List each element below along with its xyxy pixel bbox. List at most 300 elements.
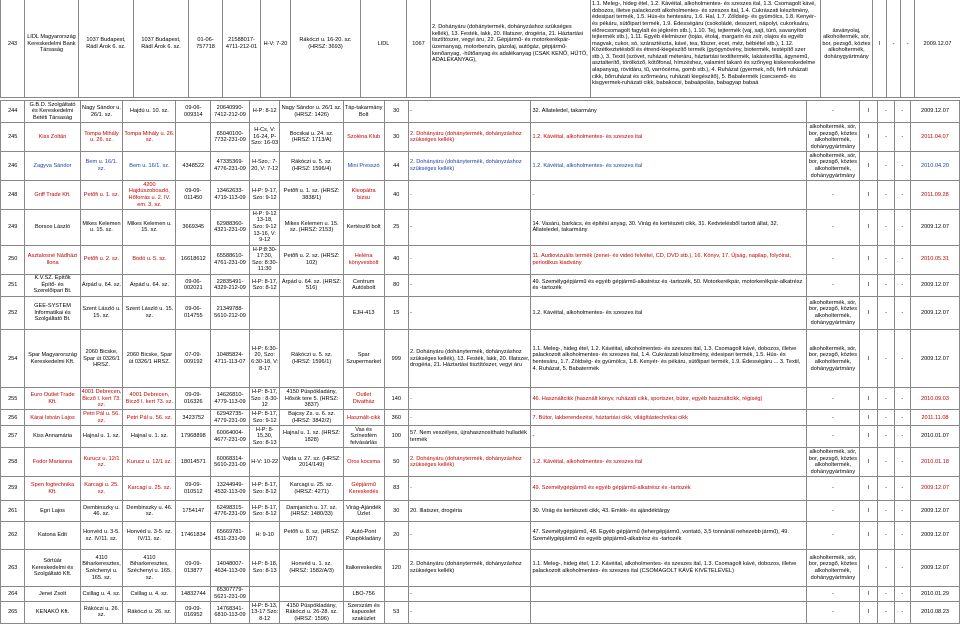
goods-list: 1.2. Kávéital, alkoholmentes- és szeszes ital <box>531 448 806 477</box>
excise-goods: alkoholtermék, sör, bor, pezsgő, köztes alkoholtermék, dohánygyártmány <box>806 296 859 330</box>
table-row <box>1 296 960 330</box>
company-name: Kiss Annamária <box>25 426 80 448</box>
company-site: Csillag u. 4. sz. <box>123 586 176 601</box>
registration-number: 1754147 <box>176 501 211 522</box>
table-row <box>1 601 960 623</box>
record-number: 244 <box>1 101 25 123</box>
statistical-number: 14048007-4634-113-09 <box>211 549 250 586</box>
category-mark: I <box>859 549 877 586</box>
record-date: 2010.04.20 <box>910 152 959 181</box>
company-name: Egri Lajos <box>25 501 80 522</box>
statistical-number: 47335369-4776-231-09 <box>211 152 250 181</box>
empty-mark: - <box>878 274 894 296</box>
company-site: Mikes Kelemen u. 15. sz. <box>123 209 176 245</box>
floor-area: 50 <box>384 448 408 477</box>
company-name: Sörtúár Kereskedelmi és Szolgáltató Kft. <box>25 549 80 586</box>
shop-name: Használt-cikk <box>343 410 384 426</box>
company-seat: Bem u. 16/1. sz. <box>80 152 123 181</box>
record-date: 2009.12.07 <box>910 477 959 501</box>
empty-mark: - <box>878 209 894 245</box>
category-mark: I <box>859 448 877 477</box>
statistical-number: 60068314-5610-231-09 <box>211 448 250 477</box>
company-seat: Árpád u. 64. sz. <box>80 274 123 296</box>
record-number: 246 <box>1 152 25 181</box>
shop-address: Árpád u. 64. sz. (HRSZ: 516) <box>280 274 343 296</box>
excise-goods: alkoholtermék, sör, bor, pezsgő, köztes alkoholtermék, dohánygyártmány <box>806 330 859 388</box>
shop-address: Nagy Sándor u. 26/1 sz. (HRSZ: 1426) <box>280 101 343 123</box>
record-date: 2010.08.23 <box>910 601 959 623</box>
shop-name: Szoléna Klub <box>343 123 384 152</box>
opening-hours: H-P: 8-17, Szo: 8-12 <box>249 274 280 296</box>
empty-mark: - <box>878 152 894 181</box>
floor-area: 15 <box>384 296 408 330</box>
empty-mark: - <box>894 180 910 209</box>
opening-hours: H-Cs, V: 16-24, P-Szo: 16-03 <box>249 123 280 152</box>
record-date: 2010.09.03 <box>910 388 959 410</box>
record-date: 2009.12.07 <box>910 330 959 388</box>
floor-area: 30 <box>384 101 408 123</box>
table-row <box>1 501 960 522</box>
registration-number: 14832744 <box>176 586 211 601</box>
floor-area: 25 <box>384 209 408 245</box>
statistical-number: 65669781-4511-231-09 <box>211 522 250 549</box>
opening-hours: H-P: 8-13, 13-17 Szo: 8-12 <box>251 602 279 622</box>
statistical-number: 13244949-4532-113-09 <box>211 477 250 501</box>
goods-list: 49. Személygépjármű és egyéb gépjármű-alkatrész és -tartozék <box>531 477 806 501</box>
statistical-number: 62988360-4321-231-09 <box>211 209 250 245</box>
opening-hours: H-P:8:30-17:30, Szo: 8:30-11:30 <box>249 245 280 274</box>
shop-name: Mini Presszó <box>343 152 384 181</box>
opening-hours: H-V: 7-20 <box>261 0 291 98</box>
record-number: 261 <box>1 501 25 522</box>
company-site: 4200 Hajdúszoboszló, Hőforrás u. 2. IV. em. 3. sz. <box>123 180 176 209</box>
opening-hours: H-P: 6:30-20, Szo: 6:30-18, V: 8-17 <box>249 330 280 388</box>
statistical-number: 10485824-4711-113-07 <box>211 330 250 388</box>
registration-number: 09-09-016326 <box>176 388 211 410</box>
empty-mark: - <box>894 448 910 477</box>
category-mark: I <box>859 180 877 209</box>
registration-number: 09-06-002021 <box>176 274 211 296</box>
floor-area: 53 <box>384 601 408 623</box>
goods-list: 1.2. Kávéital, alkoholmentes- és szeszes ital <box>531 296 806 330</box>
record-date: 2009.12.07 <box>910 522 959 549</box>
company-seat: Petőfi u. 1. sz. <box>80 180 123 209</box>
empty-mark: - <box>894 296 910 330</box>
company-seat: Kurucz u. 12/1 sz. <box>80 448 123 477</box>
opening-hours: H-P: 8-15,30, Szo: 8-13 <box>249 426 280 448</box>
opening-hours: H-P: 8-17, Szo : 8-30-12 <box>251 389 279 409</box>
shop-name: Heléna könyvesbolt <box>343 245 384 274</box>
company-seat: Hajnal u. 1. sz. <box>80 426 123 448</box>
opening-hours: H-Szo.: 7-20, V: 7-12 <box>249 152 280 181</box>
shop-address: Vajda u. 27. sz. (HRSZ: 2014/149) <box>280 448 343 477</box>
statistical-number: 21588017-4711-212-01 <box>223 0 261 98</box>
registration-number: 18014571 <box>176 448 211 477</box>
company-name: Kárai István Lajos <box>25 410 80 426</box>
table-row <box>1 209 960 245</box>
shop-name: Kleopátra bizsu <box>343 180 384 209</box>
registration-number: 17461834 <box>176 522 211 549</box>
category-mark: I <box>859 522 877 549</box>
registration-number: 09-09-016952 <box>176 601 211 623</box>
company-site: Rákóczi u. 26. sz. <box>123 601 176 623</box>
record-number: 254 <box>1 330 25 388</box>
excise-goods: - <box>806 501 859 522</box>
empty-mark: - <box>878 477 894 501</box>
shop-address: 4150 Püspökladány, Hősök tere 5. (HRSZ: 3837) <box>280 388 343 410</box>
statistical-number: 65588610-4761-231-09 <box>211 245 250 274</box>
floor-area: 999 <box>384 330 408 388</box>
registration-number: 17968898 <box>176 426 211 448</box>
empty-mark: - <box>894 245 910 274</box>
goods-list: 14. Vasáru, barkács, és építési anyag, 30. Virág és kertészeti cikk, 31. Kedvtelésből tartott állat, 32. Állateledel, takarmány <box>531 209 806 245</box>
empty-mark: - <box>901 0 915 98</box>
goods-list: 1.1. Meleg-, hideg étel, 1.2. Kávéital, alkoholmentes- és szeszes ital, 1.3. Csomagolt kávé, dobozos, illetve palackozott alkoholmentes- és szeszes ital (CSOMAGOLT KÁVÉ KIVÉTELÉVEL) <box>531 549 806 586</box>
floor-area: 1067 <box>407 0 431 98</box>
opening-hours: H-P: 9-17, Szo: 9-12 <box>249 180 280 209</box>
table-row <box>1 388 960 410</box>
company-name: Katona Edit <box>25 522 80 549</box>
category-mark: I <box>859 426 877 448</box>
excise-goods: - <box>806 601 859 623</box>
excise-goods: - <box>806 426 859 448</box>
opening-hours: H-P: 8-17, Szo: 9-12 <box>249 410 280 426</box>
category-mark: I <box>859 274 877 296</box>
table-row <box>1 0 960 98</box>
empty-mark: - <box>887 0 901 98</box>
category-mark: I <box>859 330 877 388</box>
floor-area: 120 <box>384 549 408 586</box>
record-date: 2009.12.07 <box>910 501 959 522</box>
company-seat: Nagy Sándor u. 26/1. sz. <box>80 101 123 123</box>
company-site: Karcagi u. 25. sz. <box>123 477 176 501</box>
opening-hours: H-P: 8-17, Szo: 8-12 <box>249 477 280 501</box>
empty-mark: - <box>878 101 894 123</box>
shop-address <box>280 586 343 601</box>
floor-area: 40 <box>384 245 408 274</box>
shop-name: Kertészlő bolt <box>343 209 384 245</box>
record-number: 251 <box>1 274 25 296</box>
excise-goods: - <box>806 410 859 426</box>
shop-name: Virág-Ajándék Üzlet <box>343 501 384 522</box>
category-mark: I <box>859 501 877 522</box>
activity-list: 20. Illatszer, drogéria <box>409 501 531 522</box>
opening-hours: H: 9-10 <box>249 522 280 549</box>
empty-mark: - <box>894 101 910 123</box>
statistical-number: 60064004-4677-231-09 <box>211 426 250 448</box>
empty-mark: - <box>894 152 910 181</box>
table-row <box>1 101 960 123</box>
activity-list: - <box>409 601 531 623</box>
company-name: Euro Outlet Trade Kft. <box>25 388 80 410</box>
shop-name: Szerszám és kapuoslet szaküzlet <box>343 601 384 623</box>
shop-name: Italkereskedés <box>343 549 384 586</box>
company-seat: 4110 Biharkeresztes, Széchenyi u. 165. sz. <box>80 549 123 586</box>
shop-name: Autó-Pont Püspökladány <box>343 522 384 549</box>
company-name: Zagyva Sándor <box>25 152 80 181</box>
empty-mark: - <box>894 330 910 388</box>
statistical-number: 14626810-4779-113-09 <box>211 388 250 410</box>
opening-hours <box>249 586 280 601</box>
record-number: 248 <box>1 180 25 209</box>
registration-number: 09-09-011450 <box>176 180 211 209</box>
registration-number: 09-06-014755 <box>176 296 211 330</box>
shop-address: Hajnal u. 1. sz. (HRSZ: 1828) <box>280 426 343 448</box>
company-site: 4001 Debrecen, Bicző I. kert 73. sz. <box>123 388 176 410</box>
category-mark: I <box>859 245 877 274</box>
empty-mark: - <box>894 586 910 601</box>
empty-mark: - <box>878 296 894 330</box>
company-seat: 2060 Bicske, Spar út 0326/1 HRSZ. <box>80 330 123 388</box>
goods-list: 1.1. Meleg-, hideg étel, 1.2. Kávéital, alkoholmentes- és szeszes ital, 1.3. Csomagolt kávé, dobozos, illetve palackozott alkoholmentes- és szeszes ital, 1.4. Cukrászati készítmény, édesipari termék, 1.5. Hús- és hentesáru, 1.7. Zöldség- és gyümölcs, 1.8. Kenyér- és pékáru, sütőipari termék, 1.9. Édességáru ... 3. Textil, 4. Ruházat, 5. Babatermék <box>531 330 806 388</box>
empty-mark: - <box>894 549 910 586</box>
record-date: 2009.12.07 <box>910 274 959 296</box>
company-seat: 1037 Budapest, Rádl Árok 6. sz. <box>79 0 134 98</box>
shop-name: Vas és Színesfém felvásárlás <box>343 426 384 448</box>
shop-address: Petőfi u. 8. sz. (HRSZ: 107) <box>280 522 343 549</box>
statistical-number: 65040100-7732-231-09 <box>211 123 250 152</box>
record-number: 262 <box>1 522 25 549</box>
registration-number: 09-09-013877 <box>176 549 211 586</box>
shop-address: Honvéd u. 1. sz. (HRSZ: 1582/A/3) <box>280 549 343 586</box>
category-mark: I <box>859 296 877 330</box>
category-mark: I <box>859 209 877 245</box>
statistical-number: 62942735-4779-231-09 <box>211 410 250 426</box>
empty-mark: - <box>878 426 894 448</box>
record-date: 2009.12.07 <box>910 549 959 586</box>
shop-address: Rákóczi u. 5. sz. (HRSZ: 1596/4) <box>280 152 343 181</box>
activity-list: 2. Dohányáru (dohánytermék, dohányzáshoz szükséges kellék), 13. Festék, lakk, 20. Illatszer, drogéria, 21. Háztartási tisztítószer, vegyi áru <box>409 330 531 388</box>
empty-mark: - <box>894 522 910 549</box>
excise-goods: - <box>806 180 859 209</box>
records-table <box>0 100 960 624</box>
floor-area: 140 <box>384 388 408 410</box>
shop-name: Outlet Divatház <box>343 388 384 410</box>
empty-mark: - <box>878 549 894 586</box>
record-number: 263 <box>1 549 25 586</box>
shop-address: Rákóczi u. 16-20. sz. (HRSZ: 3693) <box>291 0 361 98</box>
registration-number: 09-09-010512 <box>176 477 211 501</box>
shop-name: Centrum Autósbolt <box>343 274 384 296</box>
company-site: Bem u. 16/1. sz. <box>123 152 176 181</box>
record-number: 249 <box>1 209 25 245</box>
record-number: 265 <box>1 601 25 623</box>
company-name: Griff Trade Kft. <box>25 180 80 209</box>
excise-goods: alkoholtermék, sör, bor, pezsgő, köztes alkoholtermék, dohánygyártmány <box>806 123 859 152</box>
company-seat: Dembinszky u. 46. sz. <box>80 501 123 522</box>
table-row <box>1 330 960 388</box>
registration-number <box>176 123 211 152</box>
record-date: 2011.11.08 <box>910 410 959 426</box>
floor-area <box>384 586 408 601</box>
activity-list: - <box>409 245 531 274</box>
activity-list: - <box>409 180 531 209</box>
statistical-number: 22835491-4329-212-09 <box>211 274 250 296</box>
table-row <box>1 152 960 181</box>
floor-area: 20 <box>384 522 408 549</box>
table-row <box>1 180 960 209</box>
empty-mark: - <box>878 180 894 209</box>
shop-name: Gépjármű Kereskedés <box>343 477 384 501</box>
registration-number: 07-09-009192 <box>176 330 211 388</box>
shop-address: Petőfi u. 1. sz. (HRSZ: 3838/1) <box>280 180 343 209</box>
excise-goods: alkoholtermék, sör, bor, pezsgő, köztes alkoholtermék, dohánygyártmány <box>806 448 859 477</box>
shop-address: Bajcsy Zs. u. 6. sz. (HRSZ: 3842/2) <box>280 410 343 426</box>
activity-list: - <box>409 586 531 601</box>
company-name: Spen fogtechnika Kft. <box>25 477 80 501</box>
goods-list: 46. Használtcikk (használt könyv, ruházati cikk, sportszer, bútor, egyéb használtcikk, régiség) <box>531 388 806 410</box>
table-row <box>1 448 960 477</box>
excise-goods: - <box>806 274 859 296</box>
top-record-table <box>0 0 960 98</box>
company-name: Kiss Zoltán <box>25 123 80 152</box>
record-date: 2010.01.07 <box>910 426 959 448</box>
category-mark: I <box>859 123 877 152</box>
opening-hours: H-V: 10-22 <box>249 448 280 477</box>
activity-list: - <box>409 410 531 426</box>
empty-mark: - <box>894 601 910 623</box>
goods-list: - <box>531 180 806 209</box>
company-seat: Mikes Kelemen u. 15. sz. <box>80 209 123 245</box>
category-mark: I <box>859 388 877 410</box>
company-seat: Rákóczi u. 26. sz. <box>80 601 123 623</box>
statistical-number: 14768341-6810-113-09 <box>211 601 250 623</box>
shop-address: Mikes Kelemen u. 15. sz. (HRSZ: 2153) <box>280 209 343 245</box>
empty-mark: - <box>894 209 910 245</box>
company-name: K.V.SZ. Építők Építő- és Szerelőipari Bt. <box>25 274 80 296</box>
statistical-number: 62498315-4776-231-09 <box>211 501 250 522</box>
registration-number: 3423752 <box>176 410 211 426</box>
shop-address: Bocskai u. 24. sz. (HRSZ: 1713/A) <box>280 123 343 152</box>
goods-list: 32. Állateledel, takarmány <box>531 101 806 123</box>
empty-mark: - <box>894 477 910 501</box>
activity-list: 2. Dohányáru (dohánytermék, dohányzáshoz szükséges kellék) <box>409 123 531 152</box>
floor-area: 44 <box>384 152 408 181</box>
company-seat: Csillag u. 4. sz. <box>80 586 123 601</box>
record-date: 2009.12.07 <box>910 209 959 245</box>
statistical-number: 13462633-4719-113-09 <box>211 180 250 209</box>
shop-name: EJH-413 <box>343 296 384 330</box>
empty-mark: - <box>894 426 910 448</box>
activity-list: 2. Dohányáru (dohánytermék, dohányzáshoz szükséges kellék) <box>409 549 531 586</box>
shop-name: Táp-takarmány Bolt <box>343 101 384 123</box>
company-site: 4110 Biharkeresztes, Széchenyi u. 165. sz. <box>123 549 176 586</box>
shop-address: Rákóczi u. 5. sz. (HRSZ: 1596/1) <box>280 330 343 388</box>
floor-area: 30 <box>384 123 408 152</box>
company-seat: Honvéd u. 3-5. sz. IV/11. sz. <box>80 522 123 549</box>
empty-mark: - <box>878 410 894 426</box>
company-site: 1037 Budapest, Rádl Árok 6. sz. <box>134 0 189 98</box>
floor-area: 80 <box>384 274 408 296</box>
company-seat: Tompa Mihály u. 26. sz. <box>80 123 123 152</box>
company-name: LIDL Magyarország Kereskedelmi Bank Társaság <box>25 0 79 98</box>
empty-mark: - <box>878 330 894 388</box>
goods-list: 11. Audiovizuális termék (zenei- és videó felvétel, CD, DVD stb.), 16. Könyv, 17. Újság, napilap, folyóirat, periodikus kiadvány <box>531 245 806 274</box>
shop-address: Petőfi u. 2. sz. (HRSZ: 102) <box>280 245 343 274</box>
registration-number: 01-06-757718 <box>189 0 223 98</box>
record-date: 2009.12.07 <box>915 0 960 98</box>
goods-list: 30. Virág és kertészeti cikk, 43. Emlék- és ajándéktárgy <box>531 501 806 522</box>
opening-hours: H-P: 8-12 <box>249 101 280 123</box>
activity-list: - <box>409 209 531 245</box>
company-site: Hajdú u. 10. sz. <box>123 101 176 123</box>
activity-list: 2. Dohányáru (dohánytermék, dohányzáshoz szükséges kellék) <box>409 152 531 181</box>
record-date: 2010.01.18 <box>910 448 959 477</box>
company-site: 2060 Bicske, Spar út 0326/1 HRSZ. <box>123 330 176 388</box>
company-name: Asztalosné Nádházi Ilona <box>25 245 80 274</box>
record-number: 252 <box>1 296 25 330</box>
record-date: 2011.09.28 <box>910 180 959 209</box>
company-name: G.B.D. Szolgáltató és Kereskedelmi Betéti Társaság <box>25 101 80 123</box>
company-site: Honvéd u. 3-5. sz. IV/11. sz. <box>123 522 176 549</box>
record-number: 258 <box>1 448 25 477</box>
empty-mark: - <box>894 123 910 152</box>
statistical-number: 21349788-5610-212-09 <box>211 296 250 330</box>
table-row <box>1 274 960 296</box>
company-site: Kurucz u. 12/1 sz. <box>123 448 176 477</box>
company-seat: Karcagi u. 25. sz. <box>80 477 123 501</box>
floor-area: 40 <box>384 180 408 209</box>
category-mark: I <box>873 0 887 98</box>
goods-list: 1.1. Meleg-, hideg étel, 1.2. Kávéital, alkoholmentes- és szeszes ital, 1.3. Csomagolt kávé, dobozos, illetve palackozott alkoholmentes- és szeszes ital, 1.4. Cukrászati készítmény, édesipari termék, 1.5. Hús-és hentesáru, 1.6. Hal, 1.7. Zöldség- és gyümölcs, 1.8. Kenyér- és pékáru, sütőipari termék, 1.9. Édességáru (csokoládé, desszert, nápolyi, cukorkaáru, előrecsomagolt fagylalt és jégkrém stb.), 1.10. Tej, tejtermék (vaj, sajt, túró, savanyított tejtermék stb.), 1.11. Egyéb élelmiszer (tojás, étolaj, margarin és zsír, olajos és egyéb magvak, cukor, só, száraztészta, kávé, tea, fűszer, ecet, méz, bébiétel stb.), 1.12. Közétkeztetésből és étrend-kiegészítő termék (gyógynövény, biotermék, testépítő szer stb.), 3. Textil (szövet, ruházati méteráru, háztartási textiltermék, lakástextília, ágynemű, asztalterítő, törölköző, kötőfonal, hímzéshez, valamint takaró és szőnyeg kiskereskedelme alapanyag, rövidáru, tű, varrócérna, gomb stb.), 4. Ruházat (gyermek, női, férfi ruházati cikk, bőrruházat és szőrmeáru, ruházati kiegészítő), 5. Babatermék (csecsemő- és kisgyermek-ruházati cikk, babakocsi, babaápolás, babagyap babaá <box>591 0 821 98</box>
empty-mark: - <box>878 448 894 477</box>
company-seat: Szent László u. 15. sz. <box>80 296 123 330</box>
shop-name: Oros kocsma <box>343 448 384 477</box>
registration-number: 16618612 <box>176 245 211 274</box>
record-number: 256 <box>1 410 25 426</box>
floor-area: 30 <box>384 501 408 522</box>
goods-list: - <box>531 426 806 448</box>
statistical-number: 65307779-5621-231-09 <box>211 586 250 601</box>
empty-mark: - <box>878 123 894 152</box>
activity-list: 57. Nem veszélyes, újrahasznosítható hulladék termék <box>409 426 531 448</box>
excise-goods: - <box>806 522 859 549</box>
activity-list: - <box>409 274 531 296</box>
company-site: Hajnal u. 1. sz. <box>123 426 176 448</box>
company-name: Fodor Marianna <box>25 448 80 477</box>
company-site: Árpád u. 64. sz. <box>123 274 176 296</box>
excise-goods: - <box>806 245 859 274</box>
empty-mark: - <box>878 501 894 522</box>
category-mark: I <box>859 586 877 601</box>
table-row <box>1 123 960 152</box>
table-row <box>1 522 960 549</box>
company-site: Petri Pál u. 56. sz. <box>123 410 176 426</box>
registration-number: 4348522 <box>176 152 211 181</box>
excise-goods: - <box>806 477 859 501</box>
opening-hours: H-P: 8-17, Szo: 8-12 <box>249 501 280 522</box>
company-site: Tompa Mihály u. 26. sz. <box>123 123 176 152</box>
company-seat: Petőfi u. 2. sz. <box>80 245 123 274</box>
registration-number: 3669345 <box>176 209 211 245</box>
category-mark: I <box>859 477 877 501</box>
company-name: Borsos László <box>25 209 80 245</box>
record-number: 250 <box>1 245 25 274</box>
company-site: Dembinszky u. 46. sz. <box>123 501 176 522</box>
record-number: 264 <box>1 586 25 601</box>
goods-list: 7. Bútor, lakberendezési, háztartási cikk, világítástechnikai cikk <box>531 410 806 426</box>
record-number: 245 <box>1 123 25 152</box>
record-number: 259 <box>1 477 25 501</box>
shop-address: Karcagi u. 25. sz. (HRSZ: 4271) <box>280 477 343 501</box>
record-date: 2010.05.31 <box>910 245 959 274</box>
category-mark: I <box>859 101 877 123</box>
company-seat: 4001 Debrecen, Bicző I. kert 73. sz. <box>81 389 122 409</box>
goods-list: 1.2. Kávéital, alkoholmentes- és szeszes ital <box>531 152 806 181</box>
company-site: Bodó u. 5. sz. <box>123 245 176 274</box>
table-row <box>1 549 960 586</box>
shop-name: LIDL <box>361 0 407 98</box>
